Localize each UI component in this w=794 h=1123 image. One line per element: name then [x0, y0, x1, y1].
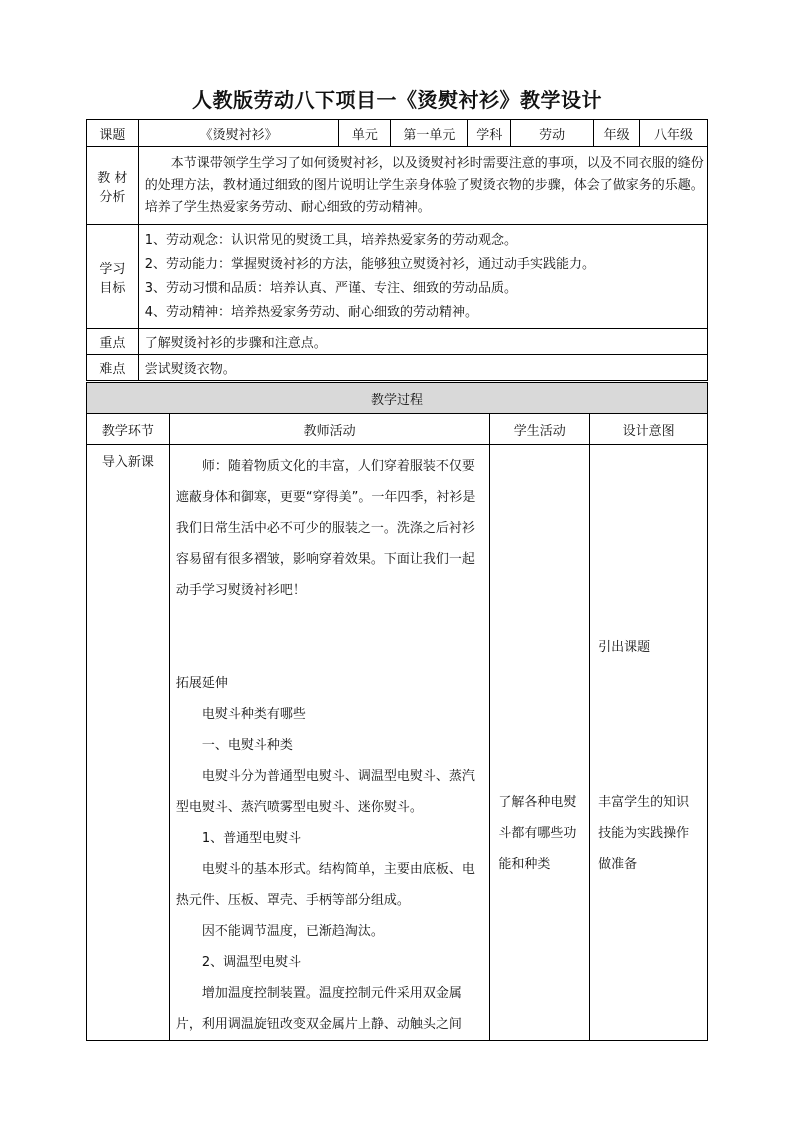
- stage-cell: 导入新课: [87, 445, 170, 1041]
- course-label: 课题: [87, 120, 139, 147]
- teacher-paragraph: 电熨斗分为普通型电熨斗、调温型电熨斗、蒸汽型电熨斗、蒸汽喷雾型电熨斗、迷你熨斗。: [175, 769, 475, 815]
- design-intent-cell: [590, 445, 708, 1041]
- process-columns-row: [87, 414, 708, 445]
- student-activity-cell: [490, 445, 590, 1041]
- goals-row: [87, 225, 708, 329]
- difficulty-text: 尝试熨烫衣物。: [138, 355, 707, 381]
- goal-item: 1、劳动观念：认识常见的熨烫工具，培养热爱家务的劳动观念。: [144, 232, 518, 248]
- goals-label-line2: 目标: [99, 280, 126, 296]
- goals-list-cell: [138, 225, 707, 329]
- design-intent-2: 丰富学生的知识技能为实践操作做准备: [598, 795, 690, 872]
- key-point-text: 了解熨烫衬衫的步骤和注意点。: [138, 329, 707, 355]
- goal-item: 2、劳动能力：掌握熨烫衬衫的方法，能够独立熨烫衬衫，通过动手实践能力。: [144, 256, 596, 272]
- process-header-row: [87, 383, 708, 414]
- goal-item: 3、劳动习惯和品质：培养认真、严谨、专注、细致的劳动品质。: [144, 280, 518, 296]
- teacher-extend-heading: 拓展延伸: [175, 676, 228, 691]
- process-content-row: [87, 445, 708, 1041]
- subject-label: 学科: [468, 120, 511, 147]
- teacher-paragraph: 1、普通型电熨斗: [201, 831, 302, 846]
- teacher-paragraph: 增加温度控制装置。温度控制元件采用双金属片，利用调温旋钮改变双金属片上静、动触头之间: [175, 986, 462, 1032]
- teacher-intro: 师：随着物质文化的丰富，人们穿着服装不仅要遮蔽身体和御寒，更要“穿得美”。一年四季，衬衫是我们日常生活中必不可少的服装之一。洗涤之后衬衫容易留有很多褶皱，影响穿着效果。下面让我们一起动手学习熨烫衬衫吧！: [175, 459, 476, 598]
- goals-list: [139, 227, 707, 327]
- grade-value: 八年级: [640, 120, 708, 147]
- lesson-info-table: [86, 119, 708, 381]
- process-header: 教学过程: [87, 383, 708, 414]
- design-intent-1: 引出课题: [598, 640, 651, 655]
- teacher-paragraph: 因不能调节温度，已渐趋淘汰。: [201, 924, 384, 939]
- analysis-text: 本节课带领学生学习了如何烫熨衬衫，以及烫熨衬衫时需要注意的事项，以及不同衣服的缝份的处理方法，教材通过细致的图片说明让学生亲身体验了熨烫衣物的步骤，体会了做家务的乐趣。培养了学生热爱家务劳动、耐心细致的劳动精神。: [144, 155, 704, 215]
- difficulty-row: [87, 355, 708, 381]
- analysis-label-line2: 分析: [99, 189, 126, 205]
- teacher-paragraph: 一、电熨斗种类: [201, 738, 293, 753]
- goals-label: [87, 225, 139, 329]
- teaching-process-table: [86, 382, 708, 1041]
- teacher-activity: [170, 445, 489, 1040]
- student-activity: 了解各种电熨斗都有哪些功能和种类: [498, 795, 577, 872]
- key-point-label: 重点: [87, 329, 139, 355]
- unit-value: 第一单元: [391, 120, 468, 147]
- teacher-activity-cell: [169, 445, 489, 1041]
- goal-item: 4、劳动精神：培养热爱家务劳动、耐心细致的劳动精神。: [144, 304, 479, 320]
- column-stage: 教学环节: [87, 414, 170, 445]
- analysis-row: [87, 147, 708, 225]
- teacher-paragraph: 2、调温型电熨斗: [201, 955, 302, 970]
- goals-label-line1: 学习: [99, 261, 126, 277]
- column-teacher: 教师活动: [169, 414, 489, 445]
- info-row: [87, 120, 708, 147]
- subject-value: 劳动: [511, 120, 594, 147]
- difficulty-label: 难点: [87, 355, 139, 381]
- teacher-paragraph: 电熨斗的基本形式。结构简单，主要由底板、电热元件、压板、罩壳、手柄等部分组成。: [175, 862, 475, 908]
- grade-label: 年级: [594, 120, 640, 147]
- analysis-label-line1: 教 材: [97, 170, 128, 186]
- teacher-paragraph: 电熨斗种类有哪些: [201, 707, 306, 722]
- key-point-row: [87, 329, 708, 355]
- column-student: 学生活动: [490, 414, 590, 445]
- analysis-label: [87, 147, 139, 225]
- unit-label: 单元: [339, 120, 391, 147]
- analysis-text-cell: [138, 147, 707, 225]
- course-value: 《烫熨衬衫》: [138, 120, 339, 147]
- column-intent: 设计意图: [590, 414, 708, 445]
- document-title: 人教版劳动八下项目一《烫熨衬衫》教学设计: [192, 88, 602, 112]
